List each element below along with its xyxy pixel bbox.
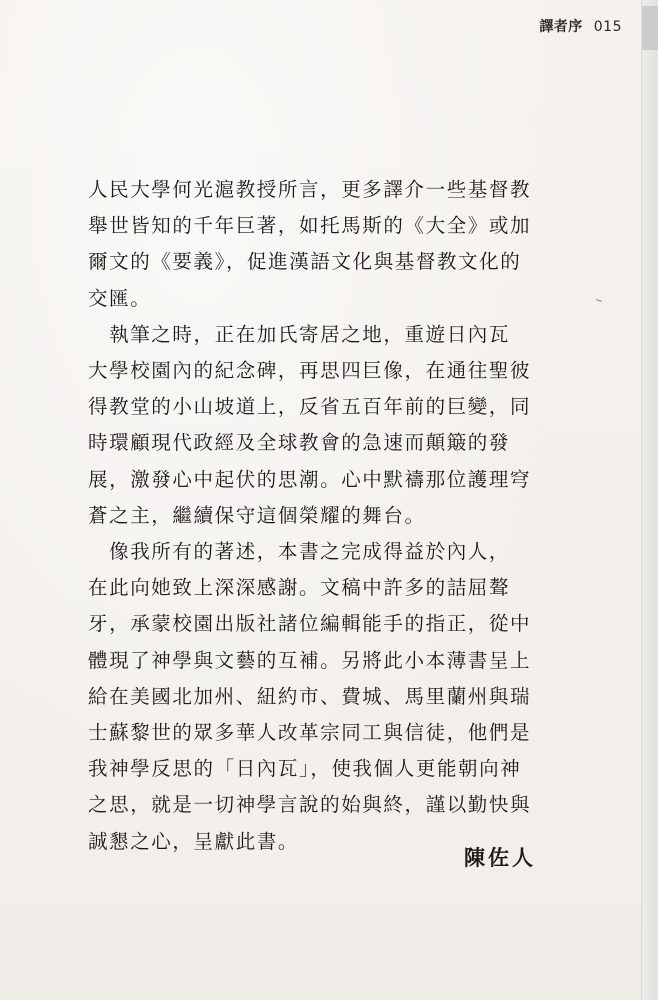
- running-head-title: 譯者序: [539, 19, 583, 35]
- body-text: [88, 172, 538, 860]
- paragraph-3: 像我所有的著述，本書之完成得益於內人， 在此向她致上深深感謝。文稿中許多的詰屈聱 牙，承蒙校園出版社諸位編輯能手的指正，從中 體現了神學與文藝的互補。另將此小本薄書呈上 給在美國北加州、紐約市、費城、馬里蘭州與瑞 士蘇黎世的眾多華人改革宗同工與信徒，他們是 我神學反思的「日內瓦」，使我個人更能朝向神 之思，就是一切神學言說的始與終，謹以勤快與 誠懇之心，呈獻此書。: [88, 540, 532, 853]
- running-head: [539, 16, 622, 36]
- author-signature: 陳佐人: [464, 845, 536, 870]
- page-edge-strip: [641, 0, 658, 1000]
- edge-tab: [642, 6, 658, 50]
- page-number: 015: [593, 19, 622, 35]
- paragraph-2: 執筆之時，正在加氏寄居之地，重遊日內瓦 大學校園內的紀念碑，再思四巨像，在通往聖彼 得教堂的小山坡道上，反省五百年前的巨變，同 時環顧現代政經及全球教會的急速而顛簸的發 展，激發心中起伏的思潮。心中默禱那位護理穹 蒼之主，繼續保守這個榮耀的舞台。: [88, 322, 532, 527]
- margin-mark: [596, 299, 602, 302]
- paragraph-1: 人民大學何光滬教授所言，更多譯介一些基督教 舉世皆知的千年巨著，如托馬斯的《大全》或加 爾文的《要義》，促進漢語文化與基督教文化的 交匯。: [88, 178, 532, 310]
